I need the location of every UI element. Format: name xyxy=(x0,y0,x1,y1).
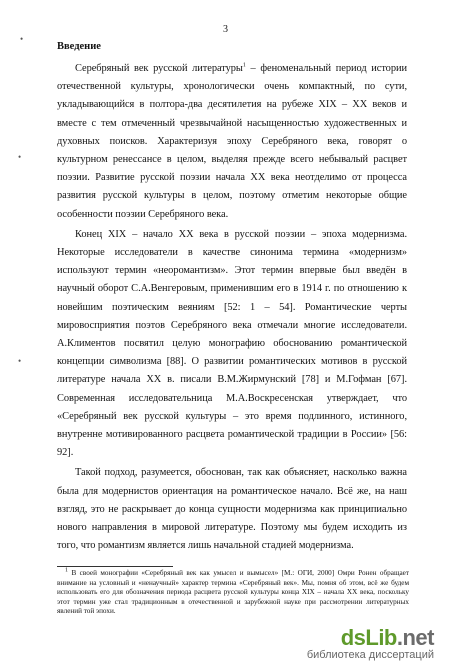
watermark xyxy=(307,627,434,662)
footnote-marker: 1 xyxy=(65,567,68,574)
watermark-subtitle: библиотека диссертаций xyxy=(306,649,434,661)
footnote-text: В своей монографии «Серебряный век как умысел и вымысел» [М.: ОГИ, 2000] Омри Ронен обращает внимание на условный и «ненаучный» характер термина «Серебряный век». Мы, помня об этом, всё же будем использовать его для обозначения периода расцвета русской культуры конца XIX – начала XX века, поскольку этот термин уже стал традиционным в отечественной и зарубежной науке при рассмотрении литературных явлений той эпохи. xyxy=(57,569,410,616)
footnote-ref[interactable]: 1 xyxy=(242,62,246,69)
paragraph-2: Конец XIX – начало XX века в русской поэзии – эпоха модернизма. Некоторые исследователи в качестве синонима термина «модернизм» используют термин «неоромантизм». Этот термин впервые был введён в научный оборот С.А.Венгеровым, применившим его в 1914 г. по отношению к новейшим поэтическим веяниям [52: 1 – 54]. Романтические черты мировосприятия поэтов Серебряного века отмечали многие исследователи. А.Климентов посвятил целую монографию обоснованию романтической концепции символизма [88]. О развитии романтических мотивов в русской литературе начала XX в. писали В.М.Жирмунский [78] и М.Гофман [67]. Современная исследовательница М.А.Воскресенская утверждает, что «Серебряный век русской культуры – это время подлинного, истинного, внутренне мотивированного расцвета романтической традиции в России» [56: 92]. xyxy=(57,228,407,459)
footnote xyxy=(57,569,409,617)
footnote-separator xyxy=(57,566,173,567)
paragraph-3: Такой подход, разумеется, обоснован, так как объясняет, насколько важна была для модернистов ориентация на романтическое начало. Всё же, на наш взгляд, это не раскрывает до конца сущности модернизма как принципиально нового направления в мировой литературе. Поэтому мы будем исходить из того, что романтизм является лишь начальной стадией модернизма. xyxy=(57,467,407,552)
scan-mark: • xyxy=(20,34,24,44)
watermark-logo: dsLib.net xyxy=(340,625,434,650)
page-number: 3 xyxy=(223,24,228,35)
paragraph-1: Серебряный век русской литературы$^1$ – феноменальный период истории отечественной культуры, хронологически очень компактный, по сути, укладывающийся в полтора-два десятилетия на рубеже XIX – XX веков и вместе с тем отмеченный чрезвычайной насыщенностью художественных и духовных поисков. Характеризуя эпоху Серебряного века, говорят о культурном ренессансе в целом, выделяя прежде всего небывалый расцвет поэзии. Развитие русской поэзии начала XX века неотделимо от процесса развития русской культуры в целом, поэтому отметим некоторые общие особенности поэзии Серебряного века. xyxy=(57,62,407,220)
scan-mark: • xyxy=(18,356,22,366)
body-text xyxy=(57,60,407,555)
scan-mark: • xyxy=(18,152,22,162)
section-heading: Введение xyxy=(57,41,101,52)
